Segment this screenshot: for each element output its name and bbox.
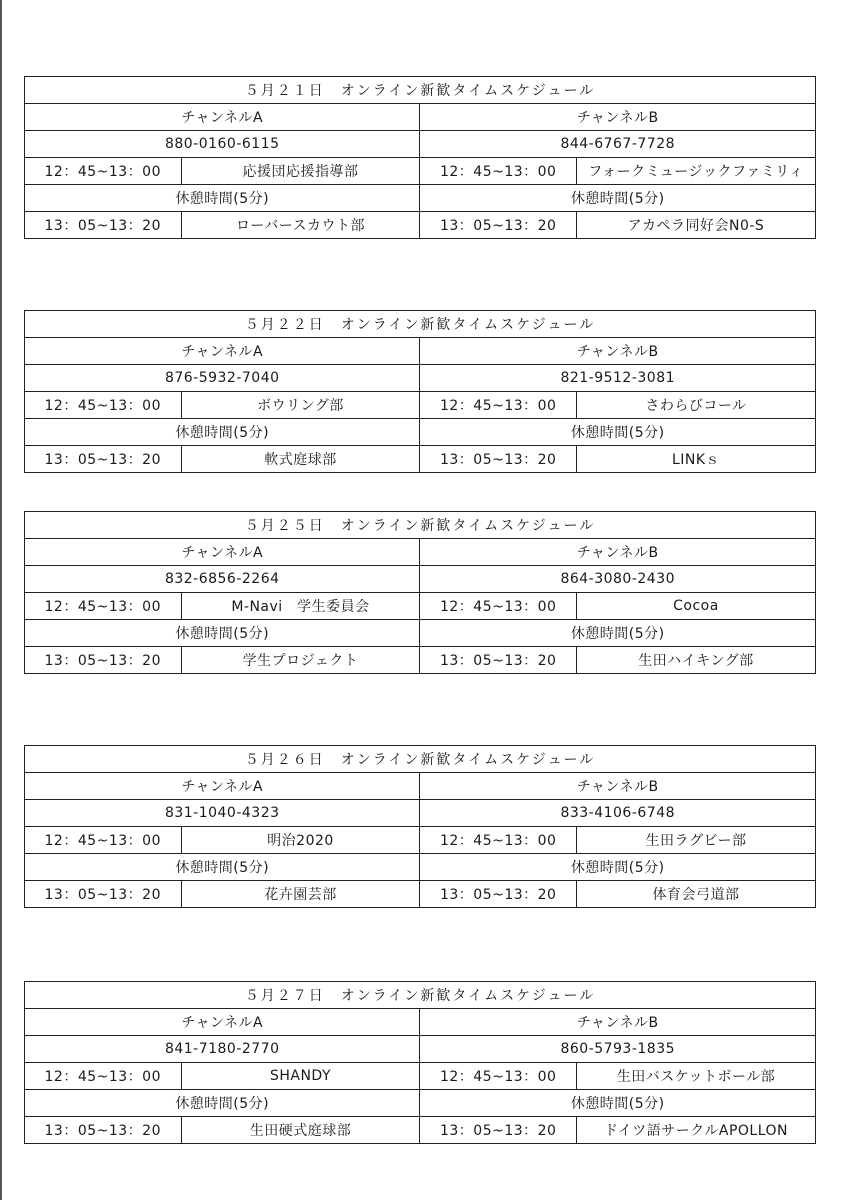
channel-b-id: 844-6767-7728 [420, 131, 816, 158]
channel-label-row [25, 338, 816, 365]
channel-id-row [25, 131, 816, 158]
channel-b-id: 860-5793-1835 [420, 1036, 816, 1063]
channel-b-slot2-time: 13：05~13：20 [420, 647, 577, 674]
channel-b-break: 休憩時間(5分) [420, 854, 816, 881]
schedule-table-may21 [24, 76, 816, 239]
channel-a-slot1-time: 12：45~13：00 [25, 392, 182, 419]
schedule-title: ５月２７日 オンライン新歓タイムスケジュール [25, 982, 816, 1009]
channel-a-label: チャンネルA [25, 104, 420, 131]
slot1-row [25, 392, 816, 419]
break-row [25, 1090, 816, 1117]
channel-b-slot1-time: 12：45~13：00 [420, 593, 577, 620]
channel-b-id: 821-9512-3081 [420, 365, 816, 392]
channel-b-label: チャンネルB [420, 539, 816, 566]
channel-a-id: 841-7180-2770 [25, 1036, 420, 1063]
channel-b-slot1-time: 12：45~13：00 [420, 827, 577, 854]
schedule-title: ５月２２日 オンライン新歓タイムスケジュール [25, 311, 816, 338]
channel-b-slot1-club: 生田ラグビー部 [576, 827, 815, 854]
channel-b-slot2-time: 13：05~13：20 [420, 212, 577, 239]
channel-a-slot1-time: 12：45~13：00 [25, 593, 182, 620]
channel-a-slot1-time: 12：45~13：00 [25, 158, 182, 185]
schedule-table-may27 [24, 981, 816, 1144]
slot1-row [25, 1063, 816, 1090]
schedule-table-may25 [24, 511, 816, 674]
channel-a-slot2-time: 13：05~13：20 [25, 1117, 182, 1144]
channel-label-row [25, 1009, 816, 1036]
channel-a-break: 休憩時間(5分) [25, 185, 420, 212]
channel-b-slot1-club: さわらびコール [576, 392, 815, 419]
channel-a-break: 休憩時間(5分) [25, 620, 420, 647]
channel-id-row [25, 365, 816, 392]
channel-b-slot2-time: 13：05~13：20 [420, 881, 577, 908]
channel-label-row [25, 773, 816, 800]
slot1-row [25, 158, 816, 185]
channel-b-slot2-club: 体育会弓道部 [576, 881, 815, 908]
slot2-row [25, 1117, 816, 1144]
channel-a-slot1-club: 応援団応援指導部 [181, 158, 420, 185]
slot2-row [25, 647, 816, 674]
channel-b-slot2-club: アカペラ同好会N0-S [576, 212, 815, 239]
channel-a-slot1-time: 12：45~13：00 [25, 827, 182, 854]
channel-b-break: 休憩時間(5分) [420, 185, 816, 212]
channel-a-slot1-club: 明治2020 [181, 827, 420, 854]
channel-id-row [25, 566, 816, 593]
channel-b-slot2-time: 13：05~13：20 [420, 1117, 577, 1144]
channel-a-label: チャンネルA [25, 338, 420, 365]
channel-b-break: 休憩時間(5分) [420, 1090, 816, 1117]
channel-b-break: 休憩時間(5分) [420, 620, 816, 647]
break-row [25, 620, 816, 647]
channel-a-id: 876-5932-7040 [25, 365, 420, 392]
channel-b-slot1-time: 12：45~13：00 [420, 392, 577, 419]
channel-a-slot1-time: 12：45~13：00 [25, 1063, 182, 1090]
channel-id-row [25, 800, 816, 827]
schedule-title-row [25, 311, 816, 338]
channel-a-id: 832-6856-2264 [25, 566, 420, 593]
channel-label-row [25, 104, 816, 131]
page-edge-line [0, 0, 2, 1200]
channel-label-row [25, 539, 816, 566]
channel-b-slot1-time: 12：45~13：00 [420, 1063, 577, 1090]
channel-a-slot2-time: 13：05~13：20 [25, 212, 182, 239]
break-row [25, 854, 816, 881]
channel-b-slot1-club: Cocoa [576, 593, 815, 620]
channel-a-slot2-club: 学生プロジェクト [181, 647, 420, 674]
channel-a-id: 831-1040-4323 [25, 800, 420, 827]
channel-a-slot2-club: 花卉園芸部 [181, 881, 420, 908]
schedule-title: ５月２１日 オンライン新歓タイムスケジュール [25, 77, 816, 104]
channel-b-label: チャンネルB [420, 773, 816, 800]
channel-a-slot2-club: 生田硬式庭球部 [181, 1117, 420, 1144]
channel-a-slot2-club: 軟式庭球部 [181, 446, 420, 473]
slot1-row [25, 827, 816, 854]
channel-a-slot2-time: 13：05~13：20 [25, 881, 182, 908]
channel-a-slot2-time: 13：05~13：20 [25, 446, 182, 473]
channel-b-id: 833-4106-6748 [420, 800, 816, 827]
channel-a-id: 880-0160-6115 [25, 131, 420, 158]
schedule-table-may22 [24, 310, 816, 473]
schedule-table-may26 [24, 745, 816, 908]
channel-b-slot2-club: ドイツ語サークルAPOLLON [576, 1117, 815, 1144]
schedule-title: ５月２６日 オンライン新歓タイムスケジュール [25, 746, 816, 773]
channel-a-label: チャンネルA [25, 539, 420, 566]
slot2-row [25, 881, 816, 908]
channel-b-label: チャンネルB [420, 338, 816, 365]
channel-a-slot1-club: ボウリング部 [181, 392, 420, 419]
schedule-title-row [25, 77, 816, 104]
channel-b-slot1-time: 12：45~13：00 [420, 158, 577, 185]
channel-b-label: チャンネルB [420, 1009, 816, 1036]
slot2-row [25, 212, 816, 239]
break-row [25, 419, 816, 446]
channel-b-label: チャンネルB [420, 104, 816, 131]
channel-b-slot1-club: フォークミュージックファミリィ [576, 158, 815, 185]
schedule-title-row [25, 512, 816, 539]
channel-b-break: 休憩時間(5分) [420, 419, 816, 446]
channel-b-slot2-time: 13：05~13：20 [420, 446, 577, 473]
break-row [25, 185, 816, 212]
channel-a-slot2-time: 13：05~13：20 [25, 647, 182, 674]
channel-a-label: チャンネルA [25, 773, 420, 800]
channel-b-slot2-club: 生田ハイキング部 [576, 647, 815, 674]
channel-b-slot1-club: 生田バスケットボール部 [576, 1063, 815, 1090]
slot2-row [25, 446, 816, 473]
schedule-title-row [25, 982, 816, 1009]
channel-a-label: チャンネルA [25, 1009, 420, 1036]
schedule-title: ５月２５日 オンライン新歓タイムスケジュール [25, 512, 816, 539]
channel-id-row [25, 1036, 816, 1063]
channel-a-slot1-club: M-Navi 学生委員会 [181, 593, 420, 620]
channel-b-slot2-club: LINKｓ [576, 446, 815, 473]
channel-a-break: 休憩時間(5分) [25, 854, 420, 881]
channel-a-slot2-club: ローバースカウト部 [181, 212, 420, 239]
slot1-row [25, 593, 816, 620]
channel-a-break: 休憩時間(5分) [25, 419, 420, 446]
channel-b-id: 864-3080-2430 [420, 566, 816, 593]
schedule-title-row [25, 746, 816, 773]
channel-a-break: 休憩時間(5分) [25, 1090, 420, 1117]
channel-a-slot1-club: SHANDY [181, 1063, 420, 1090]
